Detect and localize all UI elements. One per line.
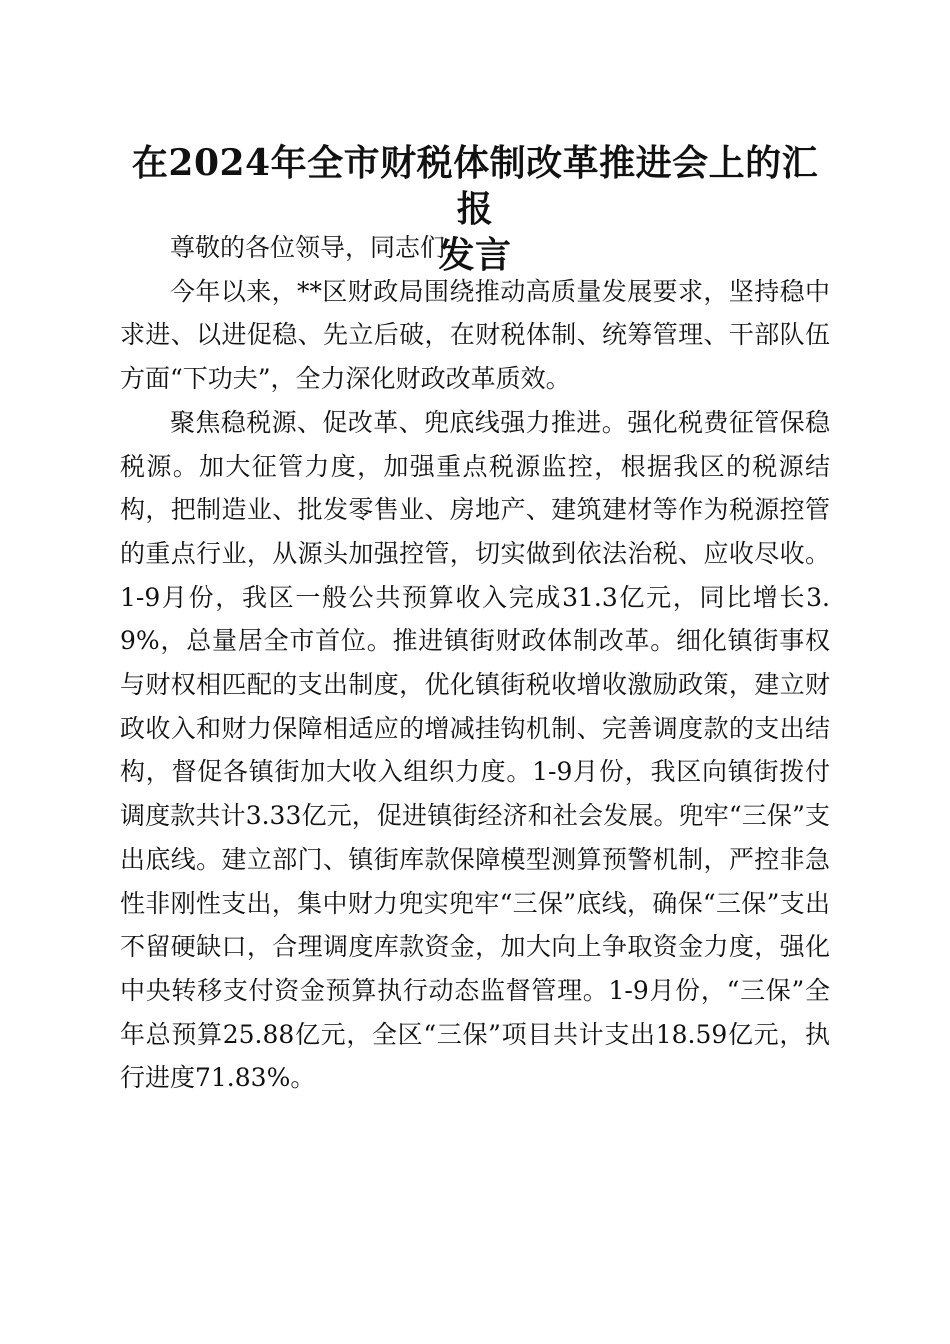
document-body <box>120 226 830 1100</box>
title-line-2: 发言 <box>438 234 512 276</box>
greeting: 尊敬的各位领导，同志们: <box>170 233 454 262</box>
paragraph-tax-reform: 聚焦稳税源、促改革、兜底线强力推进。强化税费征管保稳税源。加大征管力度，加强重点税源监控，根据我区的税源结构，把制造业、批发零售业、房地产、建筑建材等作为税源控管的重点行业，从源头加强控管，切实做到依法治税、应收尽收。1-9月份，我区一般公共预算收入完成31.3亿元，同比增长3.9%，总量居全市首位。推进镇街财政体制改革。细化镇街事权与财权相匹配的支出制度，优化镇街税收增收激励政策，建立财政收入和财力保障相适应的增减挂钩机制、完善调度款的支出结构，督促各镇街加大收入组织力度。1-9月份，我区向镇街拨付调度款共计3.33亿元，促进镇街经济和社会发展。兜牢“三保”支出底线。建立部门、镇街库款保障模型测算预警机制，严控非急性非刚性支出，集中财力兜实兜牢“三保”底线，确保“三保”支出不留硬缺口，合理调度库款资金，加大向上争取资金力度，强化中央转移支付资金预算执行动态监督管理。1-9月份，“三保”全年总预算25.88亿元，全区“三保”项目共计支出18.59亿元，执行进度71.83%。 <box>120 407 830 1093</box>
paragraph-intro: 今年以来，**区财政局围绕推动高质量发展要求，坚持稳中求进、以进促稳、先立后破，在财税体制、统筹管理、干部队伍方面“下功夫”，全力深化财政改革质效。 <box>120 276 830 394</box>
title-line-1: 在2024年全市财税体制改革推进会上的汇报 <box>131 142 819 230</box>
